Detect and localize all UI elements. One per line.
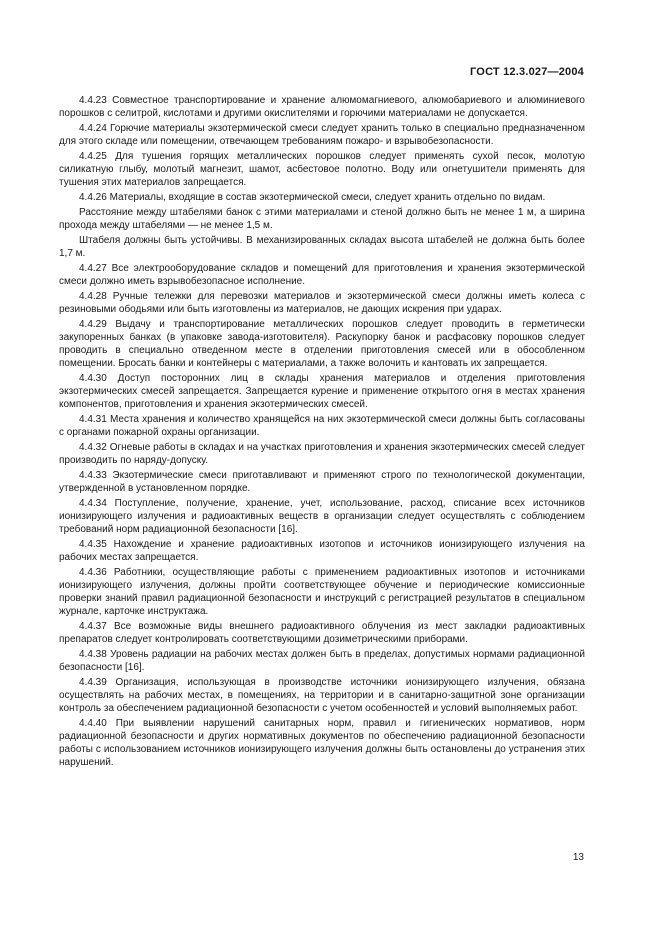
paragraph: 4.4.35 Нахождение и хранение радиоактивных изотопов и источников ионизирующего излучения на рабочих местах запрещается. <box>59 539 585 563</box>
paragraph: 4.4.24 Горючие материалы экзотермической смеси следует хранить только в специально предназначенном для этого складе или помещении, отвечающем требованиям пожаро- и взрывобезопасности. <box>59 123 585 147</box>
paragraph: 4.4.34 Поступление, получение, хранение, учет, использование, расход, списание всех источников ионизирующего излучения и радиоактивных веществ в организации следует осуществлять с соблюдением требований норм радиационной безопасности [16]. <box>59 498 585 535</box>
paragraph: 4.4.29 Выдачу и транспортирование металлических порошков следует проводить в герметически закупоренных банках (в упаковке завода-изготовителя). Раскупорку банок и расфасовку порошков следует проводить в специально отведенном месте в отделении приготовления смесей или в обособленном помещении. Бросать банки и контейнеры с материалами, а также волочить и кантовать их запрещается. <box>59 319 585 369</box>
paragraph: 4.4.39 Организация, использующая в производстве источники ионизирующего излучения, обязана осуществлять на рабочих местах, в помещениях, на территории и в санитарно-защитной зоне организации контроль за обеспечением радиационной безопасности с учетом особенностей и условий выполняемых работ. <box>59 677 585 714</box>
paragraph: 4.4.31 Места хранения и количество хранящейся на них экзотермической смеси должны быть согласованы с органами пожарной охраны организации. <box>59 414 585 438</box>
paragraph: 4.4.32 Огневые работы в складах и на участках приготовления и хранения экзотермических смесей следует производить по наряду-допуску. <box>59 442 585 466</box>
paragraph: 4.4.37 Все возможные виды внешнего радиоактивного облучения из мест закладки радиоактивных препаратов следует контролировать соответствующими дозиметрическими приборами. <box>59 621 585 645</box>
paragraph: 4.4.28 Ручные тележки для перевозки материалов и экзотермической смеси должны иметь колеса с резиновыми ободьями или быть изготовлены из материалов, не дающих искрения при ударах. <box>59 291 585 315</box>
paragraph: 4.4.27 Все электрооборудование складов и помещений для приготовления и хранения экзотермической смеси должно иметь взрывобезопасное исполнение. <box>59 263 585 287</box>
page-number: 13 <box>572 852 584 863</box>
paragraph: 4.4.25 Для тушения горящих металлических порошков следует применять сухой песок, молотую силикатную глыбу, молотый магнезит, шамот, асбестовое полотно. Воду или огнетушители применять для тушения этих материалов запрещается. <box>59 151 585 188</box>
document-body <box>59 94 585 771</box>
paragraph: Расстояние между штабелями банок с этими материалами и стеной должно быть не менее 1 м, а ширина прохода между штабелями — не менее 1,5 м. <box>59 207 585 231</box>
paragraph: 4.4.38 Уровень радиации на рабочих местах должен быть в пределах, допустимых нормами радиационной безопасности [16]. <box>59 649 585 673</box>
paragraph: 4.4.36 Работники, осуществляющие работы с применением радиоактивных изотопов и источниками ионизирующего излучения, должны пройти соответствующее обучение и периодические комиссионные проверки знаний правил радиационной безопасности и инструкций с регистрацией результатов в специальном журнале, карточке инструктажа. <box>59 567 585 617</box>
document-id-header: ГОСТ 12.3.027—2004 <box>470 66 584 78</box>
paragraph: 4.4.30 Доступ посторонних лиц в склады хранения материалов и отделения приготовления экзотермических смесей запрещается. Запрещается курение и применение открытого огня в местах хранения компонентов, приготовления и хранения экзотермических смесей. <box>59 373 585 410</box>
paragraph: 4.4.26 Материалы, входящие в состав экзотермической смеси, следует хранить отдельно по видам. <box>79 192 546 203</box>
paragraph: 4.4.40 При выявлении нарушений санитарных норм, правил и гигиенических нормативов, норм радиационной безопасности и других нормативных документов по обеспечению радиационной безопасности работы с использованием источников ионизирующего излучения должны быть остановлены до устранения этих нарушений. <box>59 718 585 768</box>
paragraph: Штабеля должны быть устойчивы. В механизированных складах высота штабелей не должна быть более 1,7 м. <box>59 235 585 259</box>
paragraph: 4.4.23 Совместное транспортирование и хранение алюмомагниевого, алюмобариевого и алюминиевого порошков с селитрой, кислотами и другими окислителями и горючими материалами не допускается. <box>59 95 585 119</box>
paragraph: 4.4.33 Экзотермические смеси приготавливают и применяют строго по технологической документации, утвержденной в установленном порядке. <box>59 470 585 494</box>
